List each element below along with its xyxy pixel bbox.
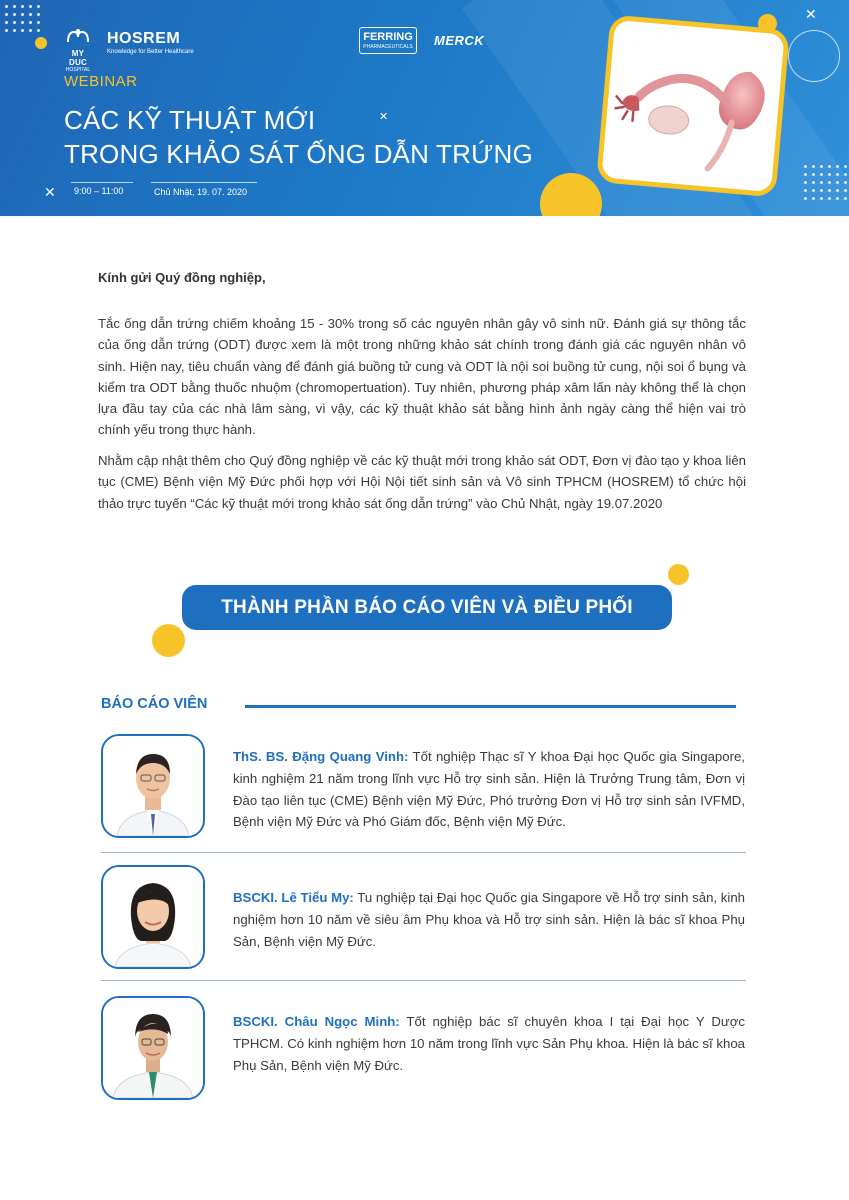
ferring-name: FERRING (363, 31, 413, 43)
speaker-photo-minh (101, 996, 205, 1100)
myduc-logo (62, 28, 94, 73)
myduc-name: MY DUC (69, 49, 87, 67)
female-avatar-icon (103, 998, 203, 1098)
merck-logo: MERCK (434, 33, 485, 48)
speaker-description: Tốt nghiệp Thạc sĩ Y khoa Đại học Quốc gia Singapore, kinh nghiệm 21 năm trong lĩnh vực Hỗ trợ sinh sản. Hiện là Trưởng Trung tâm, Đơn vị Đào tạo liên tục (CME) Bệnh viện Mỹ Đức, Phó trưởng Đơn vị Hỗ trợ sinh sản IVFMD, Bệnh viện Mỹ Đức và Phó Giám đốc, Bệnh viện Mỹ Đức. (233, 749, 745, 830)
divider (151, 182, 257, 183)
title-line-2: TRONG KHẢO SÁT ỐNG DẪN TRỨNG (64, 139, 533, 169)
title-line-1: CÁC KỸ THUẬT MỚI (64, 105, 316, 135)
decor-cross-icon: ✕ (805, 6, 817, 22)
decor-ring (788, 30, 840, 82)
greeting: Kính gửi Quý đồng nghiệp, (98, 270, 266, 285)
myduc-mark-icon (65, 28, 91, 44)
hosrem-logo (107, 30, 194, 56)
speaker-bio (233, 887, 745, 952)
hosrem-tagline: Knowledge for Better Healthcare (107, 49, 194, 55)
webinar-label: WEBINAR (64, 73, 138, 90)
speaker-name: BSCKI. Lê Tiểu My: (233, 890, 354, 905)
decor-dot (152, 624, 185, 657)
event-time: 9:00 – 11:00 (74, 186, 124, 196)
uterus-illustration-icon (601, 20, 784, 192)
speaker-divider (101, 980, 746, 981)
myduc-sub: HOSPITAL (65, 67, 91, 73)
decor-dot (668, 564, 689, 585)
speakers-subheading: BÁO CÁO VIÊN (101, 696, 208, 712)
intro-paragraph: Tắc ống dẫn trứng chiếm khoảng 15 - 30% trong số các nguyên nhân gây vô sinh nữ. Đánh giá sự thông tắc của ống dẫn trứng (ODT) được xem là một trong những khảo sát chính trong đánh giá các nguyên nhân vô sinh. Hiện nay, tiêu chuẩn vàng để đánh giá buồng tử cung và ODT là nội soi buồng tử cung, nội soi ổ bụng và kiểm tra ODT bằng thuốc nhuộm (chromopertuation). Tuy nhiên, phương pháp xâm lấn này không thể là chọn lựa đầu tay của các nhà lâm sàng, vì vậy, các kỹ thuật khảo sát bằng hình ảnh ngày càng thể hiện vai trò chính yếu trong thực hành. (98, 316, 746, 438)
section-heading: THÀNH PHẦN BÁO CÁO VIÊN VÀ ĐIỀU PHỐI (182, 585, 672, 630)
event-date: Chủ Nhật, 19. 07. 2020 (154, 187, 248, 197)
speaker-name: BSCKI. Châu Ngọc Minh: (233, 1014, 400, 1029)
dot-pattern (804, 165, 847, 200)
ferring-sub: PHARMACEUTICALS (363, 44, 413, 50)
female-avatar-icon (103, 867, 203, 967)
header-banner (0, 0, 849, 216)
ferring-logo (359, 27, 417, 54)
hosrem-name: HOSREM (107, 30, 181, 47)
decor-cross-icon: ✕ (379, 111, 389, 123)
speaker-name: ThS. BS. Đặng Quang Vinh: (233, 749, 409, 764)
speaker-bio (233, 1011, 745, 1076)
speaker-photo-vinh (101, 734, 205, 838)
speaker-photo-my (101, 865, 205, 969)
page-title (64, 103, 533, 171)
event-paragraph: Nhằm cập nhật thêm cho Quý đồng nghiệp về các kỹ thuật mới trong khảo sát ODT, Đơn vị đào tạo y khoa liên tục (CME) Bệnh viện Mỹ Đức phối hợp với Hội Nội tiết sinh sản và Vô sinh TPHCM (HOSREM) tổ chức hội thảo trực tuyến “Các kỹ thuật mới trong khảo sát ống dẫn trứng” vào Chủ Nhật, ngày 19.07.2020 (98, 453, 746, 511)
decor-dot (35, 37, 47, 49)
male-avatar-icon (103, 736, 203, 836)
decor-cross-icon: ✕ (44, 184, 56, 200)
subheading-rule (245, 705, 736, 708)
dot-pattern (5, 5, 40, 32)
speaker-description: Tu nghiệp tại Đại học Quốc gia Singapore về Hỗ trợ sinh sản, kinh nghiệm hơn 10 năm về siêu âm Phụ khoa và Hỗ trợ sinh sản. Hiện là bác sĩ khoa Phụ Sản, Bệnh viện Mỹ Đức. (233, 890, 745, 949)
divider (71, 182, 133, 183)
speaker-divider (101, 852, 746, 853)
fallopian-tube-image (596, 14, 790, 197)
speaker-description: Tốt nghiệp bác sĩ chuyên khoa I tại Đại học Y Dược TPHCM. Có kinh nghiệm hơn 10 năm trong lĩnh vực Sản Phụ khoa. Hiện là bác sĩ khoa Phụ Sản, Bệnh viện Mỹ Đức. (233, 1014, 745, 1073)
speaker-bio (233, 746, 745, 833)
